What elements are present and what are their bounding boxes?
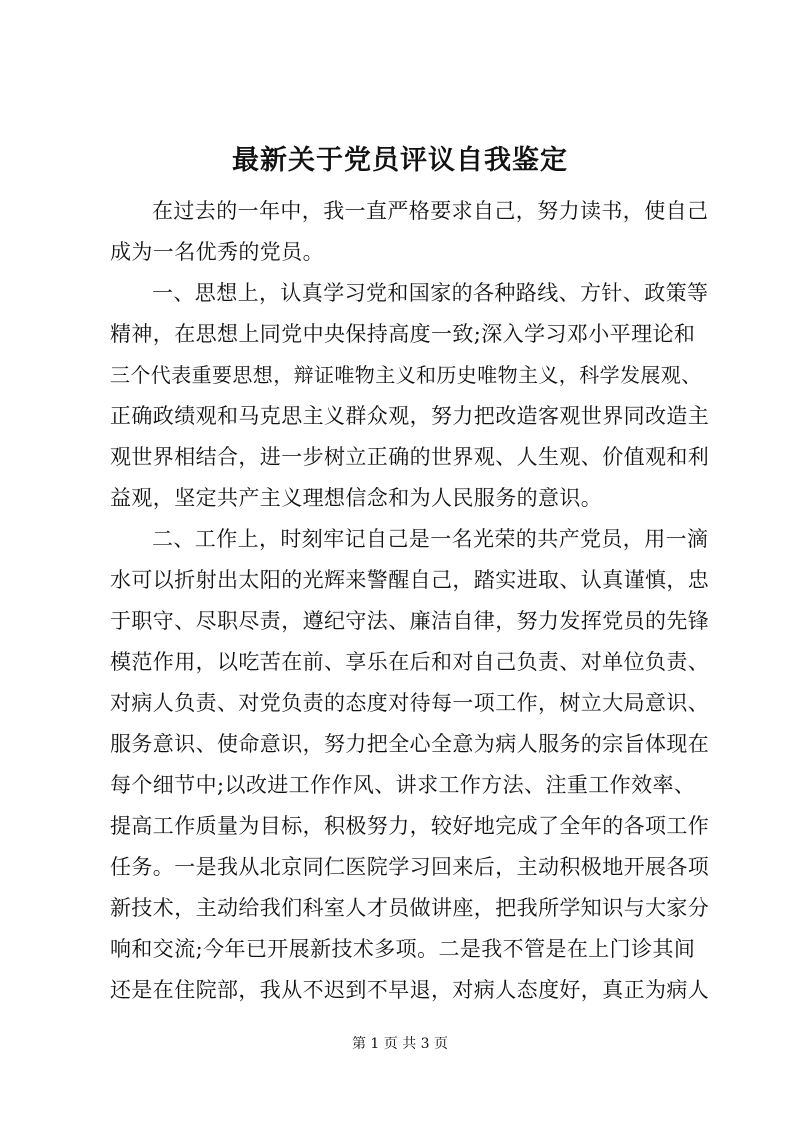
paragraph-line: 二、工作上，时刻牢记自己是一名光荣的共产党员，用一滴 <box>152 527 709 551</box>
paragraph-line: 精神，在思想上同党中央保持高度一致;深入学习邓小平理论和 <box>110 322 696 346</box>
paragraph-line: 提高工作质量为目标，积极努力，较好地完成了全年的各项工作 <box>110 814 710 838</box>
paragraph-line: 水可以折射出太阳的光辉来警醒自己，踏实进取、认真谨慎，忠 <box>110 568 710 592</box>
document-title: 最新关于党员评议自我鉴定 <box>232 145 568 176</box>
paragraph-line: 正确政绩观和马克思主义群众观，努力把改造客观世界同改造主 <box>110 404 710 428</box>
paragraph-line: 每个细节中;以改进工作作风、讲求工作方法、注重工作效率、 <box>110 773 696 797</box>
paragraph-line: 成为一名优秀的党员。 <box>110 240 324 264</box>
paragraph-line: 还是在住院部，我从不迟到不早退，对病人态度好，真正为病人 <box>110 978 710 1002</box>
paragraph-line: 任务。一是我从北京同仁医院学习回来后，主动积极地开展各项 <box>110 855 710 879</box>
paragraph-line: 新技术，主动给我们科室人才员做讲座，把我所学知识与大家分 <box>110 896 710 920</box>
paragraph-line: 三个代表重要思想，辩证唯物主义和历史唯物主义，科学发展观、 <box>110 363 702 387</box>
paragraph-line: 响和交流;今年已开展新技术多项。二是我不管是在上门诊其间 <box>110 937 696 961</box>
paragraph-line: 在过去的一年中，我一直严格要求自己，努力读书，使自己 <box>152 199 709 223</box>
paragraph-line: 对病人负责、对党负责的态度对待每一项工作，树立大局意识、 <box>110 691 710 715</box>
paragraph-line: 于职守、尽职尽责，遵纪守法、廉洁自律，努力发挥党员的先锋 <box>110 609 710 633</box>
paragraph-line: 观世界相结合，进一步树立正确的世界观、人生观、价值观和利 <box>110 445 710 469</box>
paragraph-line: 一、思想上，认真学习党和国家的各种路线、方针、政策等 <box>152 281 709 305</box>
paragraph-line: 服务意识、使命意识，努力把全心全意为病人服务的宗旨体现在 <box>110 732 710 756</box>
paragraph-line: 益观，坚定共产主义理想信念和为人民服务的意识。 <box>110 486 603 510</box>
paragraph-line: 模范作用，以吃苦在前、享乐在后和对自己负责、对单位负责、 <box>110 650 710 674</box>
page-footer: 第 1 页 共 3 页 <box>351 1036 449 1052</box>
